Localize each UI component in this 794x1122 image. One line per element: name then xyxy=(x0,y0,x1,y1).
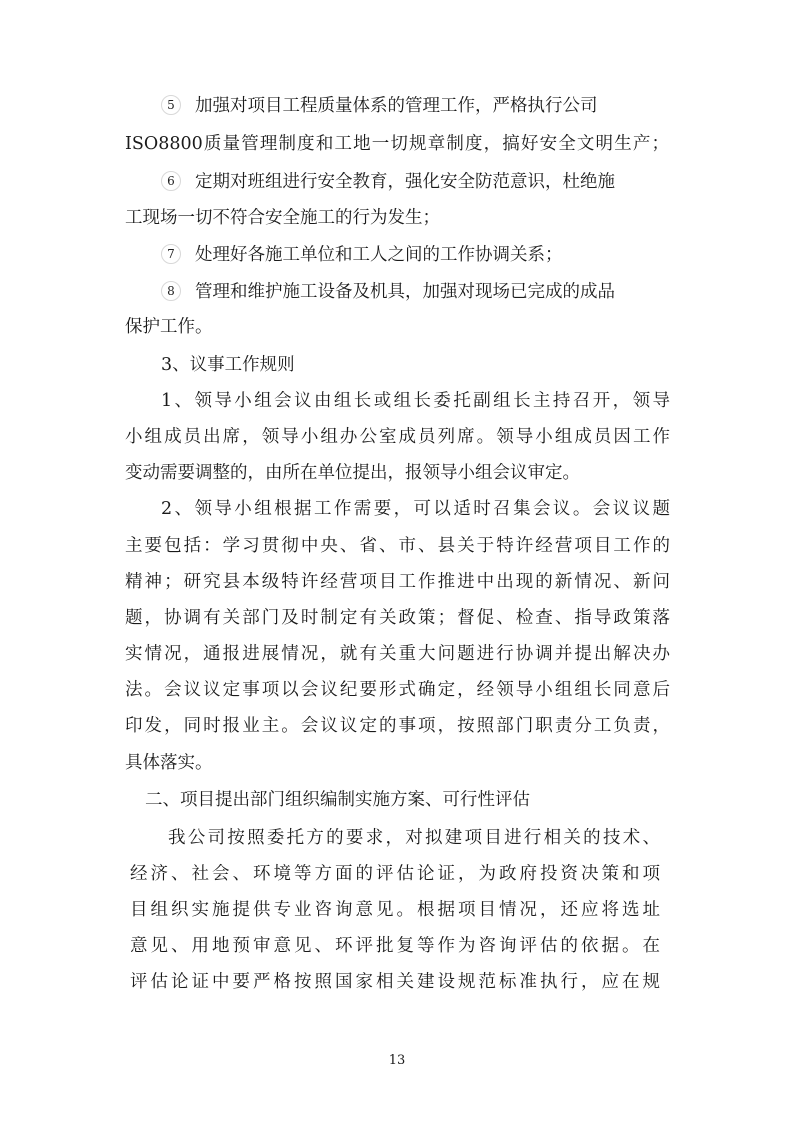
text-line: 处理好各施工单位和工人之间的工作协调关系； xyxy=(195,245,563,265)
circled-number: 7 xyxy=(161,244,181,264)
text-line: 1、领导小组会议由组长或组长委托副组长主持召开，领导 xyxy=(161,391,670,411)
list-item-6 xyxy=(161,170,670,194)
text-line: 印发，同时报业主。会议议定的事项，按照部门职责分工负责， xyxy=(125,716,670,736)
section-heading: 二、项目提出部门组织编制实施方案、可行性评估 xyxy=(145,790,530,810)
text-line: 经济、社会、环境等方面的评估论证，为政府投资决策和项 xyxy=(130,864,660,884)
page-number: 13 xyxy=(388,1053,406,1068)
text-line: ISO8800质量管理制度和工地一切规章制度，搞好安全文明生产； xyxy=(125,134,669,154)
circled-number: 5 xyxy=(161,95,181,115)
text-line: 变动需要调整的，由所在单位提出，报领导小组会议审定。 xyxy=(125,463,580,483)
text-line: 定期对班组进行安全教育，强化安全防范意识，杜绝施 xyxy=(195,172,615,192)
circled-number: 6 xyxy=(161,171,181,191)
list-item-8 xyxy=(161,280,670,304)
circled-number: 8 xyxy=(161,281,181,301)
section-heading: 3、议事工作规则 xyxy=(161,355,295,375)
text-line: 精神；研究县本级特许经营项目工作推进中出现的新情况、新问 xyxy=(125,572,670,592)
text-line: 目组织实施提供专业咨询意见。根据项目情况，还应将选址 xyxy=(130,900,660,920)
list-item-7 xyxy=(161,243,794,267)
text-line: 具体落实。 xyxy=(125,753,213,773)
text-line: 法。会议议定事项以会议纪要形式确定，经领导小组组长同意后 xyxy=(125,680,670,700)
text-line: 工现场一切不符合安全施工的行为发生； xyxy=(125,208,440,228)
text-line: 实情况，通报进展情况，就有关重大问题进行协调并提出解决办 xyxy=(125,644,670,664)
text-line: 题，协调有关部门及时制定有关政策；督促、检查、指导政策落 xyxy=(125,608,670,628)
text-line: 管理和维护施工设备及机具，加强对现场已完成的成品 xyxy=(195,282,615,302)
text-line: 我公司按照委托方的要求，对拟建项目进行相关的技术、 xyxy=(168,828,660,848)
text-line: 加强对项目工程质量体系的管理工作，严格执行公司 xyxy=(195,96,598,116)
text-line: 主要包括：学习贯彻中央、省、市、县关于特许经营项目工作的 xyxy=(125,536,670,556)
text-line: 评估论证中要严格按照国家相关建设规范标准执行，应在规 xyxy=(130,972,660,992)
text-line: 小组成员出席，领导小组办公室成员列席。领导小组成员因工作 xyxy=(125,427,670,447)
text-line: 保护工作。 xyxy=(125,317,213,337)
text-line: 意见、用地预审意见、环评批复等作为咨询评估的依据。在 xyxy=(130,936,660,956)
list-item-5 xyxy=(161,94,664,118)
text-line: 2、领导小组根据工作需要，可以适时召集会议。会议议题 xyxy=(161,499,670,519)
